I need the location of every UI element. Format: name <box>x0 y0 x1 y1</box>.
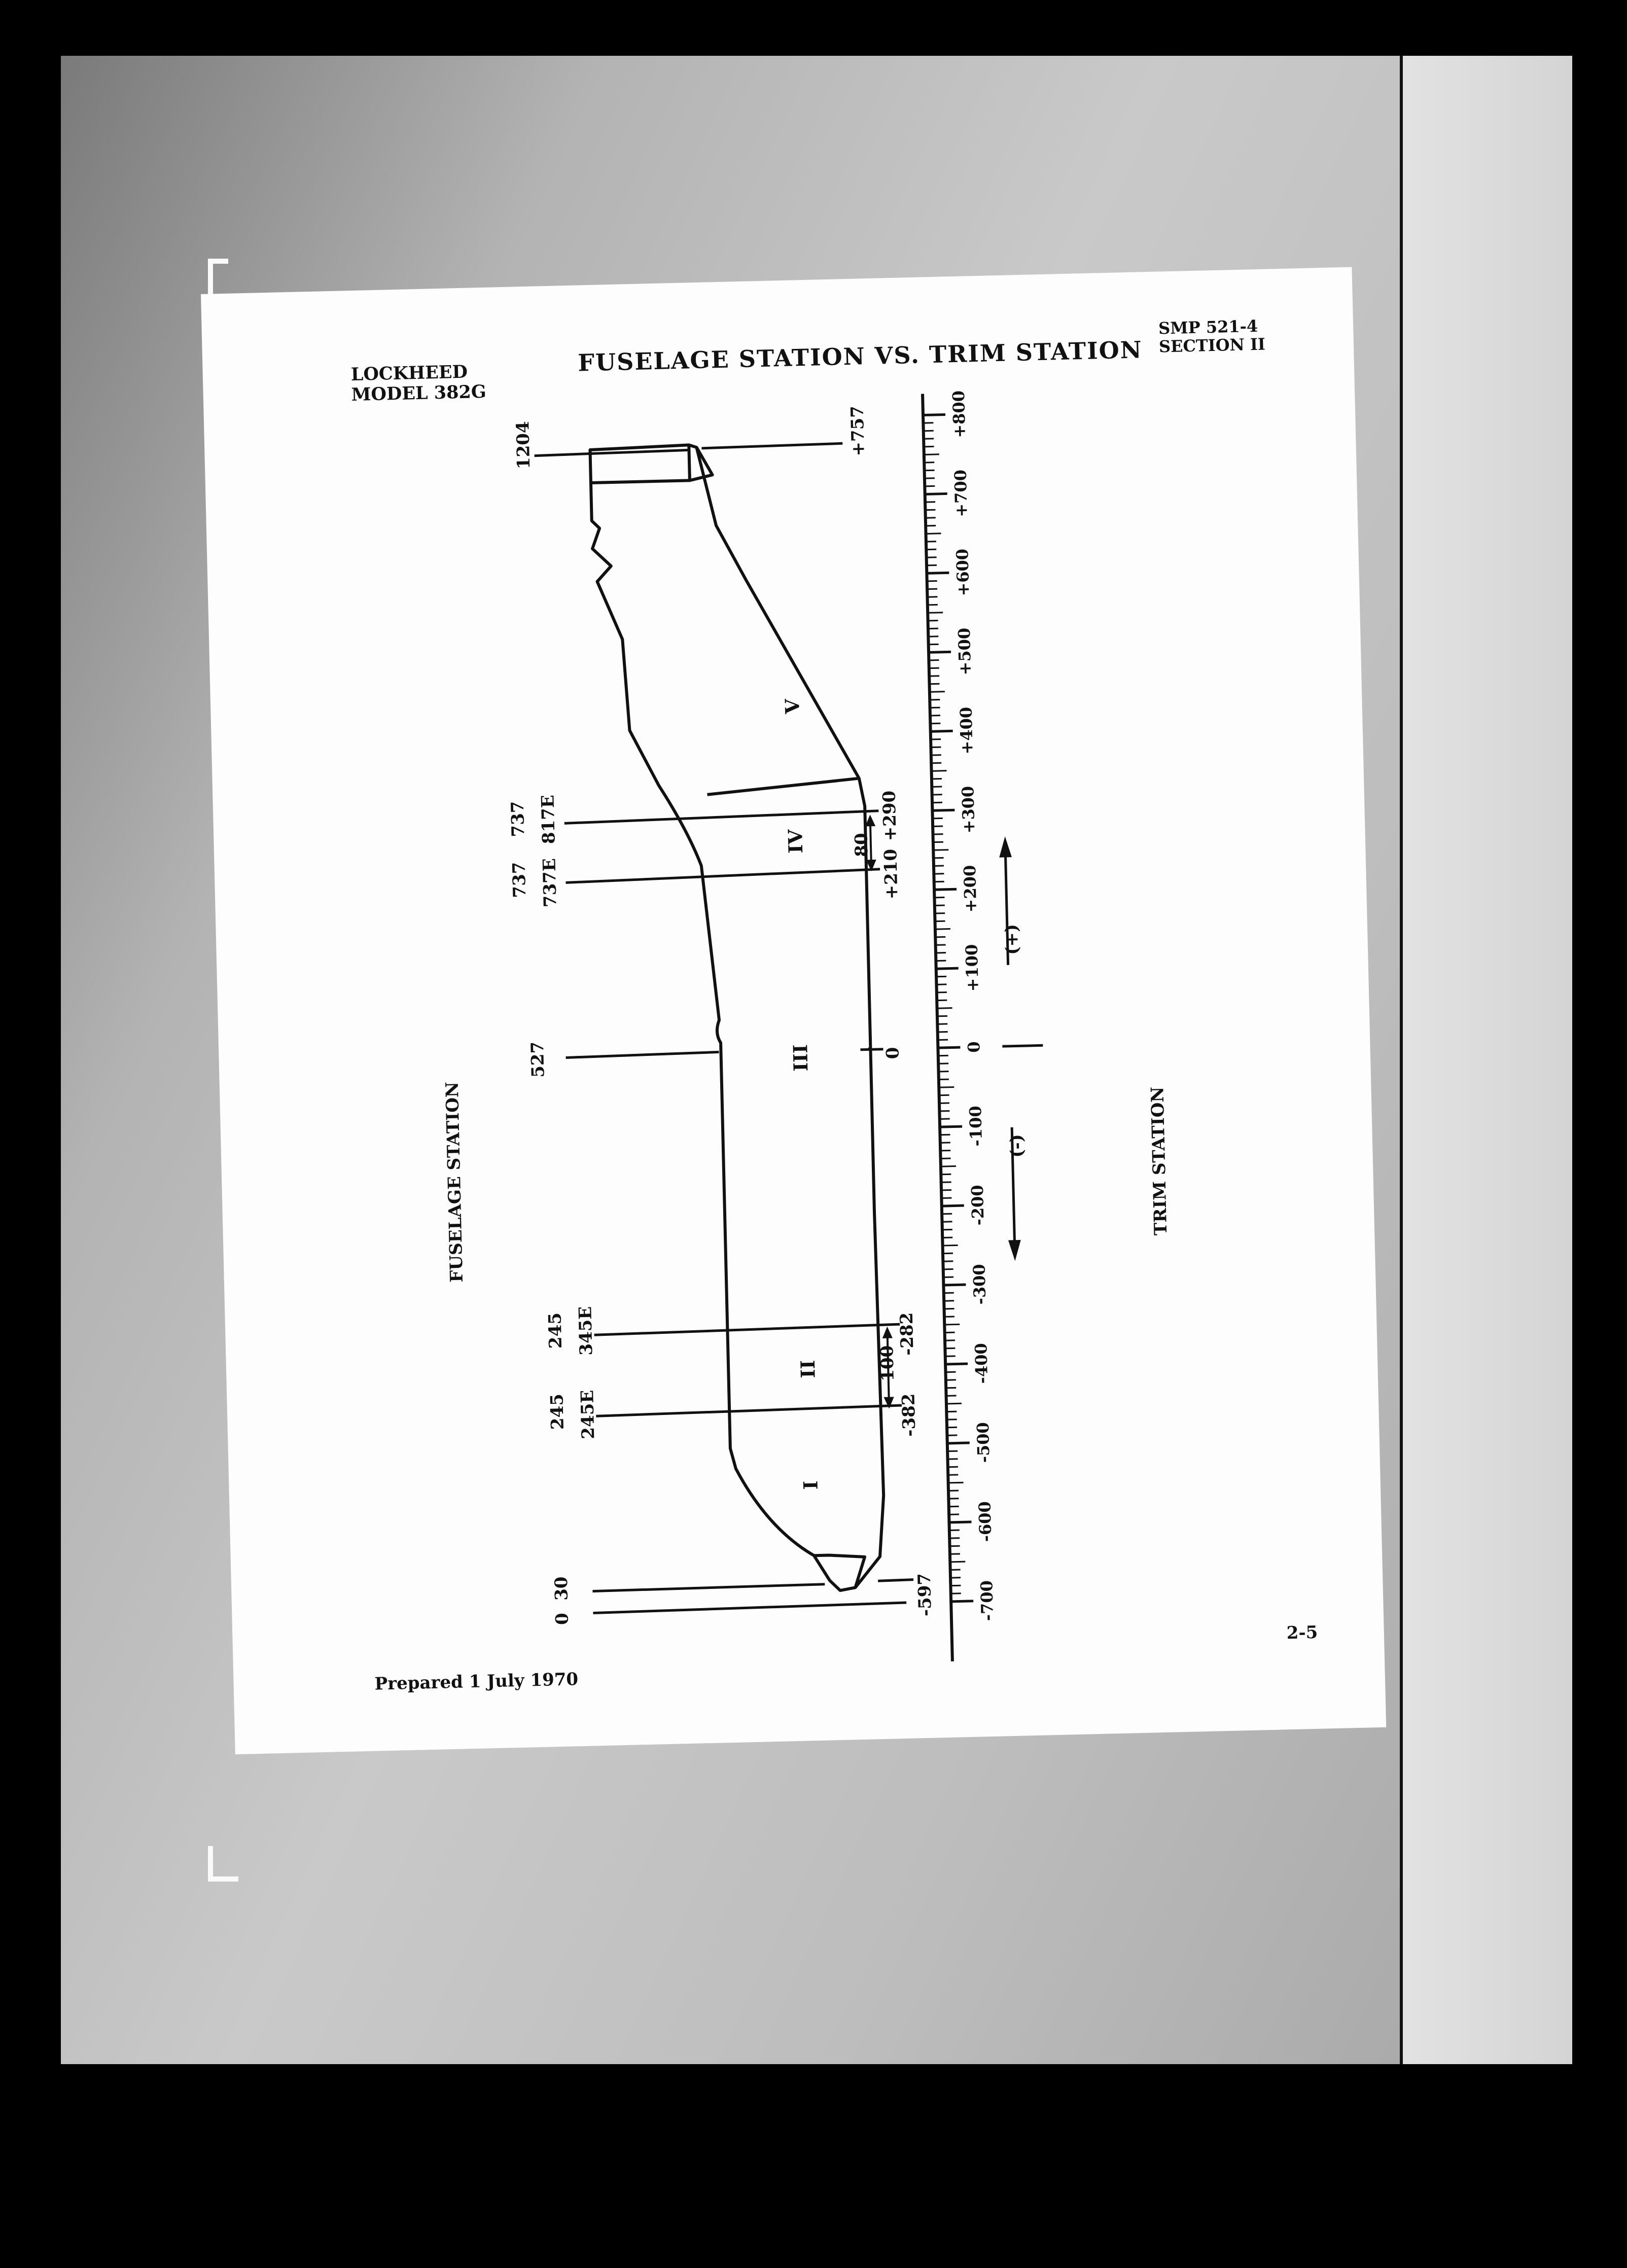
scale-tick-label: -700 <box>977 1580 998 1621</box>
dimension-80-label: 80 <box>851 832 872 858</box>
company-name: LOCKHEED <box>350 361 468 385</box>
compartment-ii-label: II <box>796 1360 820 1378</box>
plus-direction-label: (+) <box>1001 924 1023 955</box>
page-number: 2-5 <box>1286 1622 1318 1644</box>
fs-737e-label: 737E <box>539 858 561 908</box>
scale-tick-label: -400 <box>971 1342 992 1384</box>
fs-245e-label: 245E <box>577 1390 599 1440</box>
scale-tick-label: -500 <box>973 1422 994 1463</box>
scale-tick <box>946 1403 962 1404</box>
compartment-v-label: V <box>781 698 804 715</box>
scale-tick-label: -600 <box>975 1501 996 1542</box>
scale-tick <box>940 1126 962 1127</box>
scale-tick <box>925 493 947 494</box>
scale-tick-label: 0 <box>964 1041 984 1053</box>
plus-arrow-head <box>1001 841 1010 856</box>
scale-tick-label: +800 <box>948 390 970 439</box>
zero-trim-marker <box>860 1049 883 1050</box>
fs-527-label: 527 <box>527 1041 549 1078</box>
scale-tick-labels <box>949 391 997 1621</box>
ts-p290-label: +290 <box>879 790 901 841</box>
scale-tick <box>936 968 959 969</box>
fs-30-label: 30 <box>551 1576 572 1601</box>
scale-tick-label: +700 <box>950 469 971 518</box>
scale-tick-label: +600 <box>952 548 973 596</box>
scale-tick <box>943 1245 958 1246</box>
fs-1204-label: 1204 <box>513 420 535 470</box>
axis-titles <box>439 920 1172 1283</box>
trim-station-value-labels <box>841 405 936 1618</box>
compartment-iv-label: IV <box>784 829 807 854</box>
section-label: SECTION II <box>1158 334 1266 357</box>
trim-station-title: TRIM STATION <box>1147 1086 1172 1236</box>
scale-tick-label: +400 <box>956 706 977 755</box>
ts-m382-label: -382 <box>898 1393 920 1437</box>
adjacent-page-strip <box>1400 56 1572 2064</box>
compartment-labels <box>781 698 822 1490</box>
fs-737-label-a: 737 <box>507 801 529 838</box>
document-page <box>201 267 1386 1755</box>
ts-m282-label: -282 <box>896 1312 918 1356</box>
scale-tick-label: +200 <box>960 865 981 913</box>
scale-tick-label: +100 <box>962 944 982 992</box>
scale-tick <box>924 454 939 455</box>
minus-direction-label: (-) <box>1006 1133 1028 1158</box>
scale-tick <box>933 850 948 851</box>
scale-tick-label: -100 <box>966 1105 986 1147</box>
ts-m597-label: -597 <box>914 1573 936 1617</box>
scale-tick-label: -200 <box>967 1184 988 1226</box>
fuselage-station-title: FUSELAGE STATION <box>442 1081 468 1283</box>
compartment-i-label: I <box>799 1480 822 1490</box>
scale-tick <box>938 1047 960 1048</box>
scale-tick <box>923 414 945 415</box>
fuselage-outline <box>590 441 886 1596</box>
model-name: MODEL 382G <box>351 381 487 406</box>
dimension-100-label: 100 <box>877 1345 898 1382</box>
station-diagram <box>201 267 1386 1755</box>
scale-tick-label: -300 <box>969 1263 990 1305</box>
crop-mark-top <box>208 259 228 294</box>
fs-0-label: 0 <box>552 1612 573 1625</box>
page-title: FUSELAGE STATION VS. TRIM STATION <box>577 336 1143 377</box>
direction-arrows <box>998 840 1048 1257</box>
ts-p757-label: +757 <box>847 405 869 457</box>
minus-arrow-head <box>1010 1242 1019 1257</box>
trim-station-scale <box>923 391 998 1661</box>
fs-737-label-b: 737 <box>509 862 530 898</box>
crop-mark-bottom <box>208 1846 238 1882</box>
scale-axis <box>923 394 952 1661</box>
scale-tick <box>935 929 950 930</box>
prepared-date: Prepared 1 July 1970 <box>374 1669 579 1694</box>
fuselage-station-labels <box>499 420 603 1626</box>
ts-0-label: 0 <box>882 1047 903 1059</box>
compartment-iii-label: III <box>789 1044 812 1072</box>
manual-number: SMP 521-4 <box>1158 316 1258 338</box>
scale-tick <box>934 889 957 890</box>
fs-817e-label: 817E <box>538 794 559 844</box>
fs-245-label-b: 245 <box>547 1393 568 1430</box>
ts-p210-label: +210 <box>880 848 902 900</box>
scale-tick <box>948 1482 964 1483</box>
scale-tick <box>951 1601 973 1602</box>
fs-245-label-a: 245 <box>545 1312 567 1349</box>
scale-tick-label: +300 <box>958 786 979 834</box>
scale-tick <box>944 1324 960 1325</box>
direction-center-mark <box>1002 1045 1043 1046</box>
fs-345e-label: 345E <box>575 1306 597 1356</box>
scale-tick-label: +500 <box>954 627 975 676</box>
